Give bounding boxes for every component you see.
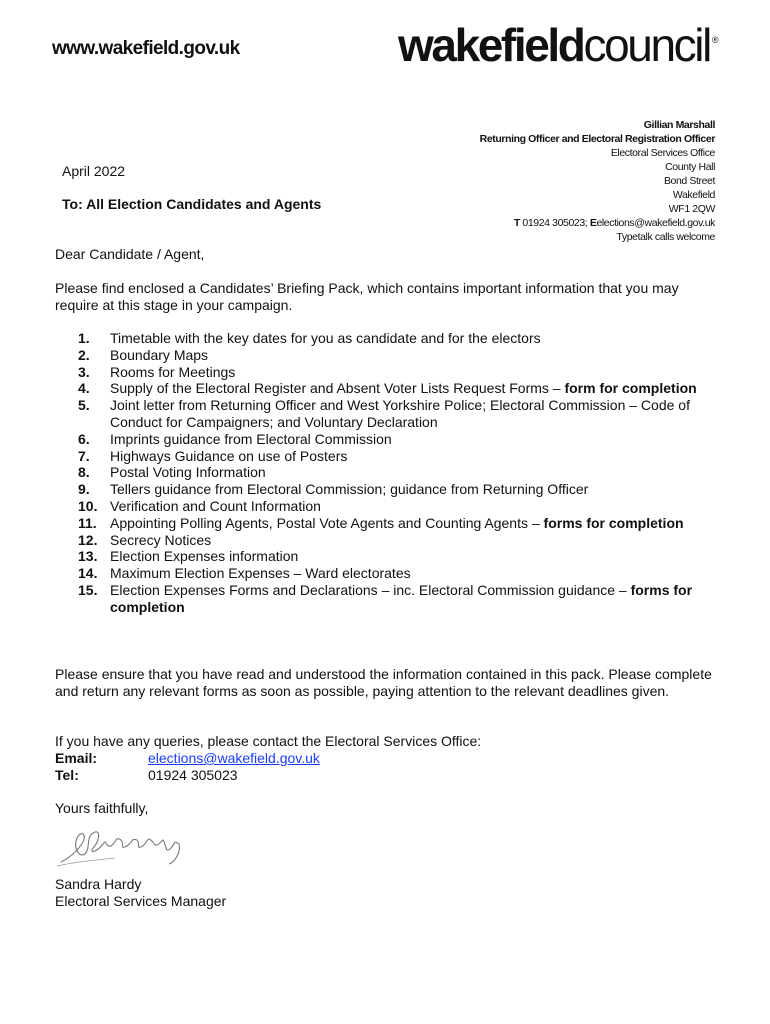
list-item [55, 548, 725, 565]
list-item-text [110, 565, 725, 582]
signer-role: Electoral Services Manager [55, 893, 227, 909]
list-item-number: 14. [78, 565, 98, 582]
list-item-number: 8. [78, 464, 90, 481]
tel-number: 01924 305023 [148, 767, 238, 783]
list-item-text [110, 498, 725, 515]
list-item-number: 3. [78, 363, 90, 380]
list-item-plain: Election Expenses information [110, 548, 299, 565]
list-item [55, 380, 725, 397]
list-item-plain: Postal Voting Information [110, 464, 266, 481]
phone-prefix: T [513, 217, 520, 229]
list-item-text [110, 515, 725, 532]
list-item-number: 10. [78, 497, 98, 514]
list-item-text [110, 431, 725, 448]
list-item-plain: Highways Guidance on use of Posters [110, 447, 348, 464]
list-item [55, 515, 725, 532]
typetalk-note: Typetalk calls welcome [616, 231, 715, 243]
list-item-plain: Verification and Count Information [110, 497, 321, 514]
list-item-plain: Appointing Polling Agents, Postal Vote Agents and Counting Agents – [110, 514, 544, 531]
list-item-number: 5. [78, 397, 90, 414]
address-line: Bond Street [663, 175, 715, 187]
list-item [55, 532, 725, 549]
signer-name: Sandra Hardy [55, 876, 142, 892]
list-item [55, 431, 725, 448]
list-item [55, 448, 725, 465]
pack-contents-list [55, 330, 725, 616]
sender-block [480, 118, 715, 244]
list-item-number: 7. [78, 447, 90, 464]
list-item [55, 330, 725, 347]
list-item-plain: Joint letter from Returning Officer and West Yorkshire Police; Electoral Commission – Code of Conduct for Campaigners; and Voluntary Declaration [110, 397, 690, 430]
tel-label: Tel: [55, 767, 79, 783]
list-item [55, 582, 725, 616]
list-item-plain: Timetable with the key dates for you as candidate and for the electors [110, 330, 541, 346]
sender-title: Returning Officer and Electoral Registration Officer [479, 133, 715, 145]
list-item-text [110, 481, 725, 498]
email-link[interactable]: elections@wakefield.gov.uk [148, 750, 320, 766]
list-item-text [110, 548, 725, 565]
address-line: County Hall [665, 161, 715, 173]
list-item-plain: Imprints guidance from Electoral Commission [110, 430, 392, 447]
list-item-number: 11. [78, 514, 97, 531]
list-item-emphasis: form for completion [564, 380, 697, 397]
wakefield-council-logo [398, 19, 719, 71]
address-line: Wakefield [672, 189, 715, 201]
list-item-plain: Maximum Election Expenses – Ward electorates [110, 565, 411, 582]
letter-date: April 2022 [62, 163, 126, 179]
handwritten-signature [55, 818, 195, 876]
list-item-text [110, 582, 725, 616]
list-item [55, 364, 725, 381]
list-item [55, 498, 725, 515]
list-item-text [110, 330, 725, 347]
list-item-emphasis: forms for completion [543, 514, 684, 531]
list-item-plain: Secrecy Notices [110, 531, 212, 548]
list-item-plain: Election Expenses Forms and Declarations – inc. Electoral Commission guidance – [110, 581, 631, 598]
list-item [55, 347, 725, 364]
list-item [55, 481, 725, 498]
sender-name: Gillian Marshall [643, 119, 715, 131]
list-item-plain: Supply of the Electoral Register and Absent Voter Lists Request Forms – [110, 380, 565, 397]
email-row [55, 750, 320, 767]
email-prefix: E [589, 217, 597, 229]
list-item-number: 12. [78, 531, 98, 548]
list-item-text [110, 380, 725, 397]
list-item-text [110, 448, 725, 465]
list-item-text [110, 347, 725, 364]
list-item-number: 4. [78, 380, 90, 397]
list-item-text [110, 464, 725, 481]
logo-light-text: council [583, 19, 710, 71]
list-item-text [110, 397, 725, 431]
logo-registered-mark: ® [711, 35, 719, 45]
list-item-number: 15. [78, 581, 98, 598]
list-item-number: 2. [78, 346, 90, 363]
address-line: WF1 2QW [668, 203, 715, 215]
list-item-number: 6. [78, 430, 90, 447]
tel-row [55, 767, 238, 784]
list-item [55, 464, 725, 481]
list-item-plain: Rooms for Meetings [110, 363, 236, 380]
letter-recipient: To: All Election Candidates and Agents [62, 196, 322, 212]
list-item-emphasis: forms for completion [110, 581, 693, 615]
list-item-plain: Tellers guidance from Electoral Commission; guidance from Returning Officer [110, 481, 589, 498]
queries-paragraph: If you have any queries, please contact the Electoral Services Office: [55, 733, 482, 749]
list-item-plain: Boundary Maps [110, 346, 209, 363]
sender-phone: 01924 305023; [522, 217, 588, 229]
sender-email[interactable]: elections@wakefield.gov.uk [596, 217, 715, 229]
website-url[interactable]: www.wakefield.gov.uk [52, 38, 240, 59]
list-item-number: 9. [78, 481, 90, 498]
greeting: Dear Candidate / Agent, [55, 246, 205, 262]
intro-paragraph: Please find enclosed a Candidates’ Briefing Pack, which contains important information that you may require at this stage in your campaign. [55, 280, 679, 313]
list-item [55, 397, 725, 431]
sender-contact-line [480, 216, 715, 230]
address-line: Electoral Services Office [610, 147, 715, 159]
ensure-paragraph: Please ensure that you have read and understood the information contained in this pack. Please complete and return any relevant forms as soon as possible, paying attention to the relevant deadlines given. [55, 666, 712, 699]
email-label: Email: [55, 750, 98, 766]
list-item-number: 1. [78, 330, 90, 346]
closing: Yours faithfully, [55, 800, 149, 816]
list-item-text [110, 532, 725, 549]
list-item-number: 13. [78, 548, 98, 565]
list-item [55, 565, 725, 582]
logo-bold-text: wakefield [398, 19, 584, 71]
list-item-text [110, 364, 725, 381]
